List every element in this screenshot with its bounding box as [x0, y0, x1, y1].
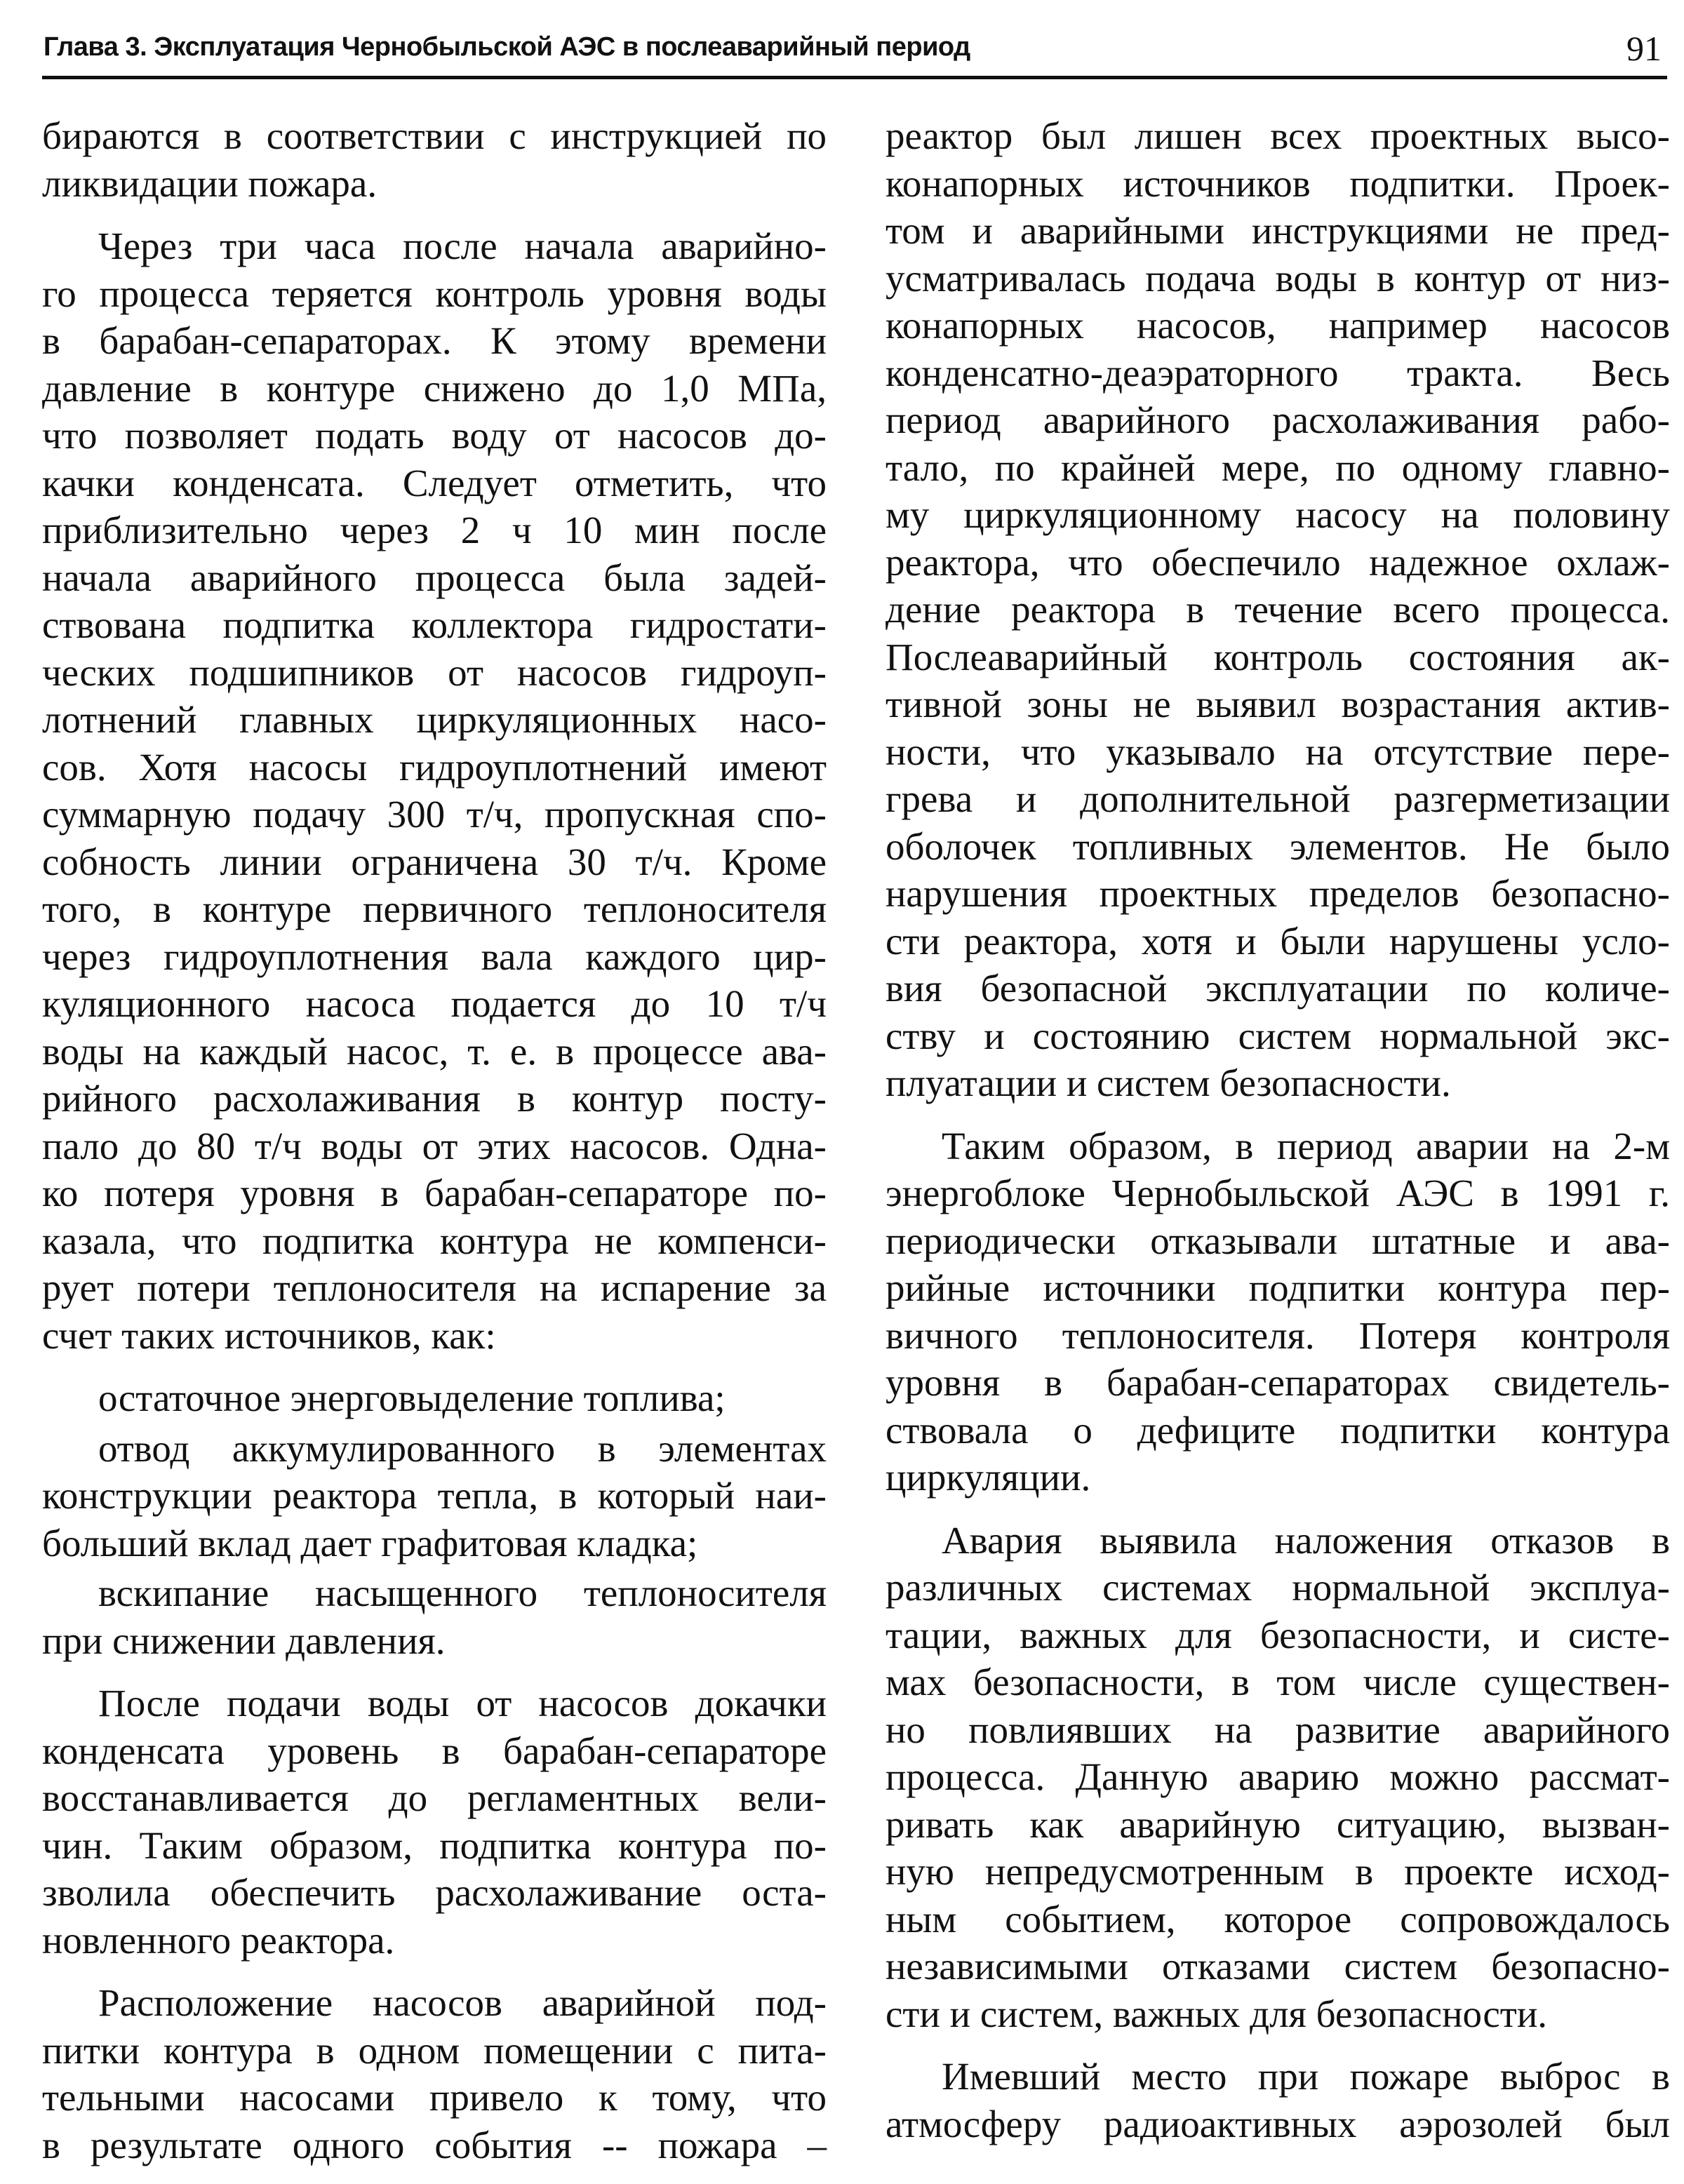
text-line: Авария выявила наложения отказов в [942, 1518, 1670, 1562]
text-line: ко потеря уровня в барабан-сепараторе по- [42, 1172, 827, 1214]
paragraph [886, 1123, 1670, 1501]
text-line: независимыми отказами систем безопасно- [886, 1945, 1670, 1988]
text-line: ствовала о дефиците подпитки контура [886, 1408, 1670, 1452]
text-line: качки конденсата. Следует отметить, что [42, 461, 827, 504]
right-column [886, 112, 1670, 2163]
paragraph [42, 1680, 827, 1964]
text-line: давление в контуре снижено до 1,0 МПа, [42, 366, 827, 410]
text-line: что позволяет подать воду от насосов до- [42, 414, 827, 457]
text-line: питки контура в одном помещении с пита- [42, 2028, 827, 2072]
text-line: сов. Хотя насосы гидроуплотнений имеют [42, 745, 827, 789]
text-line: тало, по крайней мере, по одному главно- [886, 445, 1670, 489]
text-line: зволила обеспечить расхолаживание оста- [42, 1871, 827, 1914]
page-header [42, 28, 1667, 79]
text-line: нарушения проектных пределов безопасно- [886, 872, 1670, 915]
paragraph [886, 2053, 1670, 2148]
text-line: воды на каждый насос, т. е. в процессе ава- [42, 1029, 827, 1073]
text-line: ликвидации пожара. [42, 161, 377, 205]
text-line: ствована подпитка коллектора гидростати- [42, 603, 827, 646]
text-line: при снижении давления. [42, 1619, 446, 1662]
page-number: 91 [1626, 29, 1662, 68]
paragraph [42, 1374, 827, 1422]
text-line: плуатации и систем безопасности. [886, 1061, 1451, 1104]
text-line: новленного реактора. [42, 1918, 395, 1962]
text-line: конапорных источников подпитки. Проек- [886, 161, 1670, 205]
text-line: пало до 80 т/ч воды от этих насосов. Одна- [42, 1124, 827, 1167]
text-line: отвод аккумулированного в элементах [98, 1426, 827, 1470]
text-line: восстанавливается до регламентных вели- [42, 1776, 827, 1819]
text-line: ривать как аварийную ситуацию, вызван- [886, 1802, 1670, 1846]
text-line: ству и состоянию систем нормальной экс- [886, 1014, 1670, 1057]
text-line: тивной зоны не выявил возрастания актив- [886, 683, 1670, 725]
text-line: конапорных насосов, например насосов [886, 304, 1670, 347]
text-line: реактор был лишен всех проектных высо- [886, 114, 1670, 157]
text-line: атмосферу радиоактивных аэрозолей был [886, 2102, 1670, 2145]
text-line: ную непредусмотренным в проекте исход- [886, 1850, 1670, 1893]
text-line: После подачи воды от насосов докачки [98, 1682, 827, 1724]
text-line: грева и дополнительной разгерметизации [886, 777, 1670, 820]
text-line: конструкции реактора тепла, в который наи- [42, 1474, 827, 1517]
text-line: рийного расхолаживания в контур посту- [42, 1077, 827, 1120]
paragraph [42, 1425, 827, 1567]
left-column [42, 112, 827, 2184]
text-line: ным событием, которое сопровождалось [886, 1897, 1670, 1941]
text-line: периодически отказывали штатные и ава- [886, 1219, 1670, 1262]
text-line: тельными насосами привело к тому, что [42, 2076, 827, 2119]
text-line: приблизительно через 2 ч 10 мин после [42, 509, 827, 551]
text-line: му циркуляционному насосу на половину [886, 493, 1670, 536]
text-line: конденсата уровень в барабан-сепараторе [42, 1729, 827, 1772]
paragraph [42, 1569, 827, 1664]
text-line: уровня в барабан-сепараторах свидетель- [886, 1361, 1670, 1404]
text-line: период аварийного расхолаживания рабо- [886, 398, 1670, 441]
text-line: го процесса теряется контроль уровня воды [42, 272, 827, 315]
text-line: вичного теплоносителя. Потеря контроля [886, 1313, 1670, 1357]
text-line: начала аварийного процесса была задей- [42, 556, 827, 599]
text-line: процесса. Данную аварию можно рассмат- [886, 1755, 1670, 1798]
text-line: куляционного насоса подается до 10 т/ч [42, 982, 827, 1025]
running-title: Глава 3. Эксплуатация Чернобыльской АЭС в послеаварийный период [44, 32, 970, 62]
text-line: рийные источники подпитки контура пер- [886, 1266, 1670, 1309]
text-line: суммарную подачу 300 т/ч, пропускная спо- [42, 793, 827, 836]
text-line: различных системах нормальной эксплуа- [886, 1566, 1670, 1609]
text-line: собность линии ограничена 30 т/ч. Кроме [42, 840, 827, 883]
text-line: в барабан-сепараторах. К этому времени [42, 319, 827, 362]
text-line: том и аварийными инструкциями не пред- [886, 209, 1670, 252]
text-line: Таким образом, в период аварии на 2-м [942, 1124, 1670, 1167]
text-line: ности, что указывало на отсутствие пере- [886, 730, 1670, 773]
text-line: сти и систем, важных для безопасности. [886, 1992, 1548, 2035]
paragraph [42, 222, 827, 1359]
paragraph [886, 112, 1670, 1107]
paragraph [42, 112, 827, 207]
text-line: Через три часа после начала аварийно- [98, 225, 827, 267]
text-line: Расположение насосов аварийной под- [98, 1981, 827, 2024]
text-line: чин. Таким образом, подпитка контура по- [42, 1823, 827, 1867]
text-line: сти реактора, хотя и были нарушены усло- [886, 919, 1670, 963]
text-line: через гидроуплотнения вала каждого цир- [42, 934, 827, 978]
text-line: но повлиявших на развитие аварийного [886, 1708, 1670, 1751]
text-line: конденсатно-деаэраторного тракта. Весь [886, 351, 1670, 394]
text-line: больший вклад дает графитовая кладка; [42, 1521, 698, 1565]
text-line: оболочек топливных элементов. Не было [886, 824, 1670, 868]
text-line: бираются в соответствии с инструкцией по [42, 114, 827, 157]
text-line: усматривалась подача воды в контур от низ- [886, 256, 1670, 300]
text-line: ческих подшипников от насосов гидроуп- [42, 650, 827, 694]
paragraph [42, 1979, 827, 2169]
text-line: циркуляции. [886, 1456, 1091, 1499]
text-line: Послеаварийный контроль состояния ак- [886, 635, 1670, 678]
text-line: мах безопасности, в том числе существен- [886, 1661, 1670, 1703]
text-line: лотнений главных циркуляционных насо- [42, 698, 827, 741]
text-line: казала, что подпитка контура не компенси- [42, 1219, 827, 1262]
text-line: дение реактора в течение всего процесса. [886, 588, 1670, 631]
text-line: тации, важных для безопасности, и систе- [886, 1613, 1670, 1656]
text-line: реактора, что обеспечило надежное охлаж- [886, 540, 1670, 584]
text-line: Имевший место при пожаре выброс в [942, 2055, 1670, 2098]
text-line: вскипание насыщенного теплоносителя [98, 1572, 827, 1614]
text-line: остаточное энерговыделение топлива; [98, 1376, 726, 1419]
text-line: того, в контуре первичного теплоносителя [42, 887, 827, 930]
text-line: энергоблоке Чернобыльской АЭС в 1991 г. [886, 1172, 1670, 1214]
text-line: вия безопасной эксплуатации по количе- [886, 967, 1670, 1010]
text-line: рует потери теплоносителя на испарение за [42, 1266, 827, 1309]
text-line: счет таких источников, как: [42, 1313, 496, 1357]
text-line: в результате одного события -- пожара – [42, 2123, 827, 2166]
paragraph [886, 1517, 1670, 2038]
